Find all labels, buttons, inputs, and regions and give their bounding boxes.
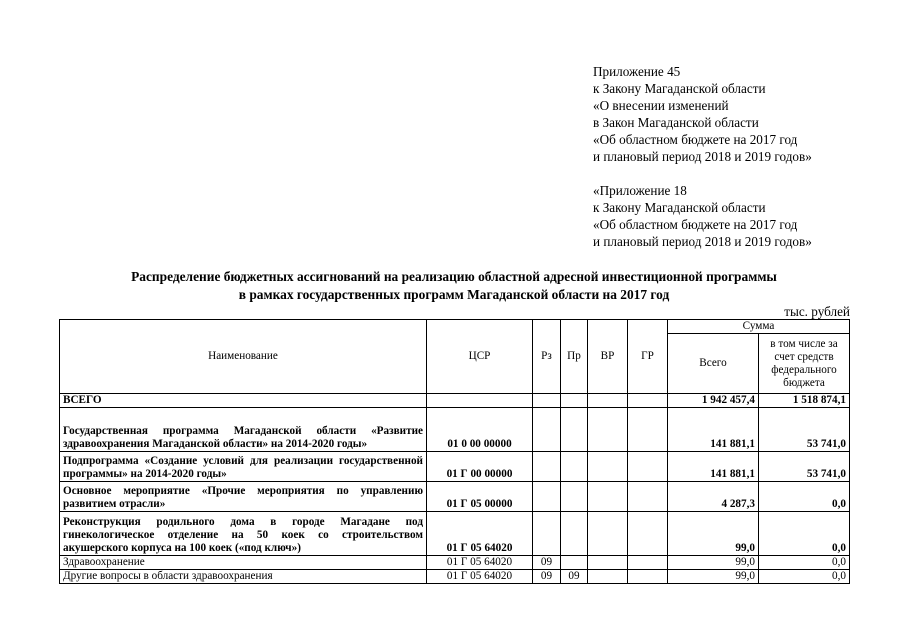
row-total-cell: 1 942 457,4 <box>668 394 759 408</box>
row-rz-cell: 09 <box>533 570 561 584</box>
row-csr-cell: 01 Г 05 64020 <box>427 556 533 570</box>
appendix-45-line: и плановый период 2018 и 2019 годов» <box>593 149 812 164</box>
header-sum: Сумма <box>668 320 850 334</box>
row-federal-cell: 53 741,0 <box>759 452 850 482</box>
header-csr: ЦСР <box>427 320 533 394</box>
row-pr-cell <box>561 452 588 482</box>
table-row <box>60 556 850 570</box>
row-csr-cell: 01 Г 05 64020 <box>427 570 533 584</box>
row-csr-cell: 01 Г 05 00000 <box>427 482 533 512</box>
header-pr: Пр <box>561 320 588 394</box>
row-vr-cell <box>588 408 628 452</box>
row-vr-cell <box>588 512 628 556</box>
row-name-cell: Здравоохранение <box>60 556 427 570</box>
row-pr-cell <box>561 482 588 512</box>
document-title-line-1: Распределение бюджетных ассигнований на реализацию областной адресной инвестиционной программы <box>131 269 777 284</box>
row-federal-cell: 1 518 874,1 <box>759 394 850 408</box>
row-total-cell: 99,0 <box>668 570 759 584</box>
row-gr-cell <box>628 482 668 512</box>
header-vr: ВР <box>588 320 628 394</box>
appendix-18-line: «Об областном бюджете на 2017 год <box>593 217 798 232</box>
row-pr-cell <box>561 408 588 452</box>
appendix-45-line: к Закону Магаданской области <box>593 81 766 96</box>
row-gr-cell <box>628 556 668 570</box>
row-name-cell: Другие вопросы в области здравоохранения <box>60 570 427 584</box>
row-csr-cell: 01 Г 05 64020 <box>427 512 533 556</box>
row-federal-cell: 0,0 <box>759 556 850 570</box>
appendix-45-line: в Закон Магаданской области <box>593 115 759 130</box>
row-total-cell: 141 881,1 <box>668 452 759 482</box>
table-row <box>60 482 850 512</box>
appendix-18-line: «Приложение 18 <box>593 183 687 198</box>
row-name-cell: Основное мероприятие «Прочие мероприятия по управлению развитием отрасли» <box>60 482 427 512</box>
row-pr-cell <box>561 394 588 408</box>
appendix-45-line: «О внесении изменений <box>593 98 729 113</box>
row-vr-cell <box>588 482 628 512</box>
row-rz-cell <box>533 394 561 408</box>
row-gr-cell <box>628 394 668 408</box>
row-vr-cell <box>588 394 628 408</box>
row-total-cell: 141 881,1 <box>668 408 759 452</box>
row-gr-cell <box>628 512 668 556</box>
row-csr-cell: 01 0 00 00000 <box>427 408 533 452</box>
row-total-cell: 99,0 <box>668 512 759 556</box>
row-gr-cell <box>628 570 668 584</box>
appendix-45-line: «Об областном бюджете на 2017 год <box>593 132 798 147</box>
appendix-18-line: к Закону Магаданской области <box>593 200 766 215</box>
budget-table <box>59 319 850 584</box>
table-row <box>60 394 850 408</box>
appendix-18-line: и плановый период 2018 и 2019 годов» <box>593 234 812 249</box>
appendix-45-block <box>593 63 812 165</box>
row-csr-cell: 01 Г 00 00000 <box>427 452 533 482</box>
row-federal-cell: 0,0 <box>759 570 850 584</box>
row-csr-cell <box>427 394 533 408</box>
row-federal-cell: 53 741,0 <box>759 408 850 452</box>
row-federal-cell: 0,0 <box>759 512 850 556</box>
row-name-cell: Государственная программа Магаданской области «Развитие здравоохранения Магаданской области» на 2014-2020 годы» <box>60 408 427 452</box>
row-name-cell: ВСЕГО <box>60 394 427 408</box>
table-row <box>60 408 850 452</box>
appendix-18-block <box>593 182 812 250</box>
row-vr-cell <box>588 452 628 482</box>
row-name-cell: Реконструкция родильного дома в городе Магадане под гинекологическое отделение на 50 коек со строительством акушерского корпуса на 100 коек («под ключ») <box>60 512 427 556</box>
row-pr-cell: 09 <box>561 570 588 584</box>
header-federal: в том числе за счет средств федерального бюджета <box>759 334 850 394</box>
row-gr-cell <box>628 452 668 482</box>
row-rz-cell <box>533 452 561 482</box>
row-pr-cell <box>561 512 588 556</box>
table-row <box>60 512 850 556</box>
row-total-cell: 99,0 <box>668 556 759 570</box>
row-federal-cell: 0,0 <box>759 482 850 512</box>
row-pr-cell <box>561 556 588 570</box>
header-rz: Рз <box>533 320 561 394</box>
document-title-line-2: в рамках государственных программ Магаданской области на 2017 год <box>238 287 670 302</box>
row-rz-cell <box>533 512 561 556</box>
row-vr-cell <box>588 556 628 570</box>
appendix-45-line: Приложение 45 <box>593 64 681 79</box>
unit-label: тыс. рублей <box>784 304 850 319</box>
row-rz-cell: 09 <box>533 556 561 570</box>
header-total: Всего <box>668 334 759 394</box>
row-name-cell: Подпрограмма «Создание условий для реализации государственной программы» на 2014-2020 годы» <box>60 452 427 482</box>
table-row <box>60 570 850 584</box>
table-row <box>60 452 850 482</box>
header-gr: ГР <box>628 320 668 394</box>
row-rz-cell <box>533 408 561 452</box>
row-vr-cell <box>588 570 628 584</box>
header-name: Наименование <box>60 320 427 394</box>
row-total-cell: 4 287,3 <box>668 482 759 512</box>
row-gr-cell <box>628 408 668 452</box>
row-rz-cell <box>533 482 561 512</box>
